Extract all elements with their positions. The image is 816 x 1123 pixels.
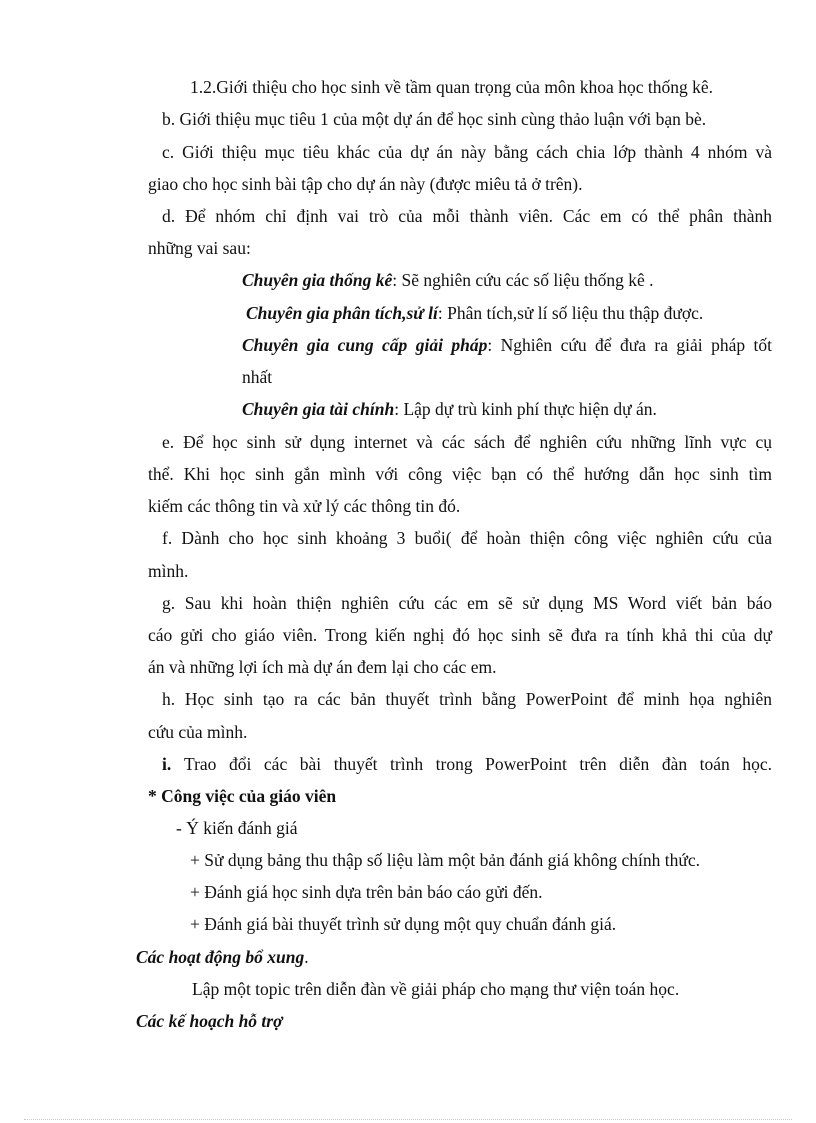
role-analysis (246, 302, 703, 324)
role-desc: : Phân tích,sử lí số liệu thu thập được. (437, 303, 704, 323)
line-c-cont: giao cho học sinh bài tập cho dự án này (được miêu tả ở trên). (148, 174, 583, 194)
line-d: d. Để nhóm chỉ định vai trò của mỗi thành viên. Các em có thể phân thành (162, 206, 772, 226)
item-label: i. (162, 754, 172, 774)
role-solution (242, 334, 772, 356)
line-b: b. Giới thiệu mục tiêu 1 của một dự án để học sinh cùng thảo luận với bạn bè. (162, 109, 707, 129)
role-desc: : Sẽ nghiên cứu các số liệu thống kê . (392, 270, 654, 290)
evaluation-item-3: + Đánh giá bài thuyết trình sử dụng một quy chuẩn đánh giá. (190, 914, 617, 934)
line-e-cont-2: kiếm các thông tin và xử lý các thông tin đó. (148, 496, 461, 516)
role-solution-cont: nhất (242, 367, 273, 387)
line-h-cont: cứu của mình. (148, 722, 248, 742)
line-g-cont-1: cáo gửi cho giáo viên. Trong kiến nghị đó học sinh sẽ đưa ra tính khả thi của dự (148, 625, 772, 645)
line-e-cont-1: thể. Khi học sinh gắn mình với công việc bạn có thể hướng dẫn học sinh tìm (148, 464, 772, 484)
evaluation-item-1: + Sử dụng bảng thu thập số liệu làm một bản đánh giá không chính thức. (190, 850, 701, 870)
support-plans-heading: Các kế hoạch hỗ trợ (136, 1011, 283, 1031)
line-e: e. Để học sinh sử dụng internet và các sách để nghiên cứu những lĩnh vực cụ (162, 432, 772, 452)
role-term: Chuyên gia tài chính (242, 399, 395, 419)
role-desc: : Nghiên cứu để đưa ra giải pháp tốt (487, 335, 772, 355)
page-bottom-divider (24, 1119, 792, 1120)
role-term: Chuyên gia phân tích,sử lí (246, 303, 438, 323)
role-finance (242, 398, 657, 420)
extra-activities-heading (136, 946, 309, 968)
line-f-cont: mình. (148, 561, 189, 581)
line-g-cont-2: án và những lợi ích mà dự án đem lại cho các em. (148, 657, 497, 677)
role-term: Chuyên gia cung cấp giải pháp (242, 335, 488, 355)
extra-activities-text: Lập một topic trên diễn đàn về giải pháp cho mạng thư viện toán học. (192, 979, 680, 999)
teacher-work-heading: * Công việc của giáo viên (148, 786, 337, 806)
line-1-2: 1.2.Giới thiệu cho học sinh về tầm quan trọng của môn khoa học thống kê. (190, 77, 713, 97)
role-term: Chuyên gia thống kê (242, 270, 393, 290)
evaluation-item-2: + Đánh giá học sinh dựa trên bản báo cáo gửi đến. (190, 882, 543, 902)
line-c: c. Giới thiệu mục tiêu khác của dự án này bằng cách chia lớp thành 4 nhóm và (162, 142, 772, 162)
line-i (162, 753, 772, 775)
heading-text: Các hoạt động bổ xung (136, 947, 305, 967)
line-h: h. Học sinh tạo ra các bản thuyết trình bằng PowerPoint để minh họa nghiên (162, 689, 772, 709)
role-statistics (242, 269, 653, 291)
line-f: f. Dành cho học sinh khoảng 3 buổi( để hoàn thiện công việc nghiên cứu của (162, 528, 772, 548)
evaluation-heading: - Ý kiến đánh giá (176, 818, 298, 838)
line-g: g. Sau khi hoàn thiện nghiên cứu các em sẽ sử dụng MS Word viết bản báo (162, 593, 772, 613)
role-desc: : Lập dự trù kinh phí thực hiện dự án. (394, 399, 657, 419)
item-text: Trao đổi các bài thuyết trình trong PowerPoint trên diễn đàn toán học. (184, 754, 772, 774)
heading-period: . (304, 947, 309, 967)
line-d-cont: những vai sau: (148, 238, 251, 258)
